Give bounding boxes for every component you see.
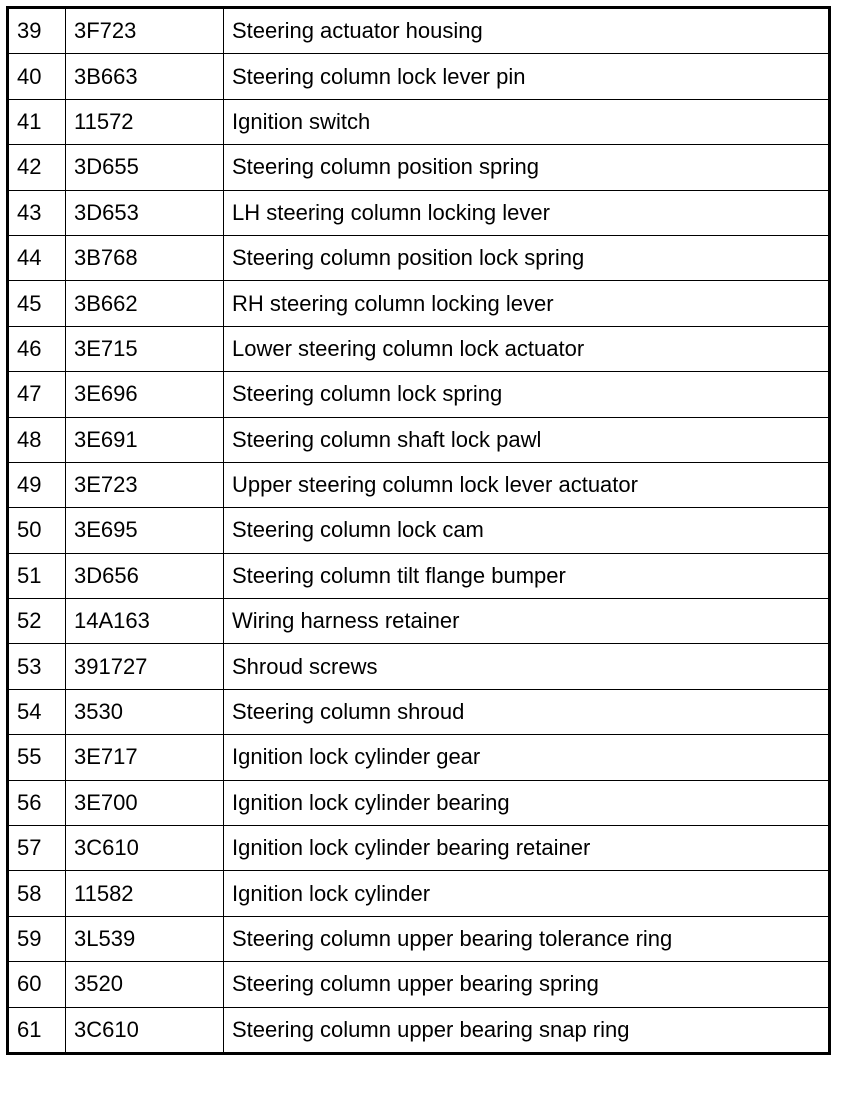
item-number-cell: 50 xyxy=(8,508,66,553)
item-number-cell: 41 xyxy=(8,99,66,144)
table-row xyxy=(8,553,830,598)
item-number-cell: 51 xyxy=(8,553,66,598)
table-row xyxy=(8,145,830,190)
parts-table-body xyxy=(8,8,830,1054)
table-row xyxy=(8,462,830,507)
part-number-cell: 391727 xyxy=(66,644,224,689)
item-number-cell: 39 xyxy=(8,8,66,54)
item-number-cell: 48 xyxy=(8,417,66,462)
part-number-cell: 3F723 xyxy=(66,8,224,54)
description-cell: Steering column upper bearing snap ring xyxy=(224,1007,830,1053)
item-number-cell: 53 xyxy=(8,644,66,689)
table-row xyxy=(8,99,830,144)
part-number-cell: 3E700 xyxy=(66,780,224,825)
item-number-cell: 42 xyxy=(8,145,66,190)
description-cell: Steering column lock spring xyxy=(224,372,830,417)
table-row xyxy=(8,8,830,54)
part-number-cell: 3C610 xyxy=(66,826,224,871)
table-row xyxy=(8,326,830,371)
table-row xyxy=(8,1007,830,1053)
table-row xyxy=(8,871,830,916)
description-cell: Steering column lock lever pin xyxy=(224,54,830,99)
description-cell: Steering actuator housing xyxy=(224,8,830,54)
part-number-cell: 3E715 xyxy=(66,326,224,371)
item-number-cell: 54 xyxy=(8,689,66,734)
table-row xyxy=(8,599,830,644)
description-cell: Ignition switch xyxy=(224,99,830,144)
description-cell: Ignition lock cylinder xyxy=(224,871,830,916)
table-row xyxy=(8,190,830,235)
description-cell: Steering column upper bearing spring xyxy=(224,962,830,1007)
description-cell: Ignition lock cylinder gear xyxy=(224,735,830,780)
table-row xyxy=(8,281,830,326)
part-number-cell: 11582 xyxy=(66,871,224,916)
description-cell: Steering column lock cam xyxy=(224,508,830,553)
part-number-cell: 3530 xyxy=(66,689,224,734)
part-number-cell: 3B662 xyxy=(66,281,224,326)
item-number-cell: 61 xyxy=(8,1007,66,1053)
item-number-cell: 55 xyxy=(8,735,66,780)
description-cell: Steering column shroud xyxy=(224,689,830,734)
table-row xyxy=(8,780,830,825)
part-number-cell: 3E717 xyxy=(66,735,224,780)
description-cell: Ignition lock cylinder bearing xyxy=(224,780,830,825)
table-row xyxy=(8,916,830,961)
item-number-cell: 40 xyxy=(8,54,66,99)
part-number-cell: 3520 xyxy=(66,962,224,1007)
description-cell: Wiring harness retainer xyxy=(224,599,830,644)
item-number-cell: 58 xyxy=(8,871,66,916)
table-row xyxy=(8,235,830,280)
table-row xyxy=(8,826,830,871)
part-number-cell: 3E691 xyxy=(66,417,224,462)
table-row xyxy=(8,689,830,734)
part-number-cell: 3E723 xyxy=(66,462,224,507)
part-number-cell: 3E696 xyxy=(66,372,224,417)
table-row xyxy=(8,508,830,553)
item-number-cell: 57 xyxy=(8,826,66,871)
part-number-cell: 3D655 xyxy=(66,145,224,190)
description-cell: Steering column position spring xyxy=(224,145,830,190)
part-number-cell: 3D653 xyxy=(66,190,224,235)
description-cell: Lower steering column lock actuator xyxy=(224,326,830,371)
description-cell: RH steering column locking lever xyxy=(224,281,830,326)
item-number-cell: 49 xyxy=(8,462,66,507)
part-number-cell: 11572 xyxy=(66,99,224,144)
table-row xyxy=(8,417,830,462)
description-cell: Ignition lock cylinder bearing retainer xyxy=(224,826,830,871)
item-number-cell: 44 xyxy=(8,235,66,280)
description-cell: LH steering column locking lever xyxy=(224,190,830,235)
description-cell: Shroud screws xyxy=(224,644,830,689)
item-number-cell: 43 xyxy=(8,190,66,235)
description-cell: Upper steering column lock lever actuator xyxy=(224,462,830,507)
part-number-cell: 3E695 xyxy=(66,508,224,553)
parts-table xyxy=(6,6,831,1055)
description-cell: Steering column tilt flange bumper xyxy=(224,553,830,598)
table-row xyxy=(8,644,830,689)
table-row xyxy=(8,962,830,1007)
part-number-cell: 3D656 xyxy=(66,553,224,598)
item-number-cell: 60 xyxy=(8,962,66,1007)
part-number-cell: 3B663 xyxy=(66,54,224,99)
part-number-cell: 14A163 xyxy=(66,599,224,644)
item-number-cell: 45 xyxy=(8,281,66,326)
part-number-cell: 3B768 xyxy=(66,235,224,280)
item-number-cell: 59 xyxy=(8,916,66,961)
item-number-cell: 52 xyxy=(8,599,66,644)
part-number-cell: 3C610 xyxy=(66,1007,224,1053)
table-row xyxy=(8,54,830,99)
item-number-cell: 46 xyxy=(8,326,66,371)
description-cell: Steering column shaft lock pawl xyxy=(224,417,830,462)
item-number-cell: 56 xyxy=(8,780,66,825)
description-cell: Steering column upper bearing tolerance ring xyxy=(224,916,830,961)
table-row xyxy=(8,735,830,780)
part-number-cell: 3L539 xyxy=(66,916,224,961)
description-cell: Steering column position lock spring xyxy=(224,235,830,280)
item-number-cell: 47 xyxy=(8,372,66,417)
table-row xyxy=(8,372,830,417)
